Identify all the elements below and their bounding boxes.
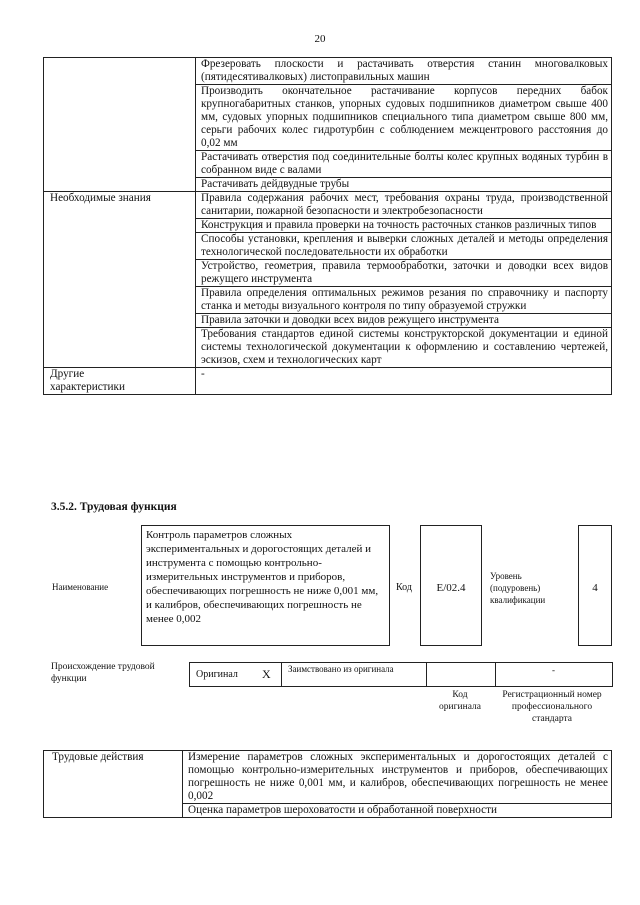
row-text: Производить окончательное растачивание корпусов передних бабок крупногабаритных станков, упорных судовых подшипников диаметром свыше 400 мм, судовых упорных подшипников специального типа диаметром свыше 800 мм, серьги рабочих колес гидротурбин с соблюдением межцентрового расстояния до 0,02 мм	[196, 85, 612, 151]
reg-number-cell	[496, 663, 612, 686]
row-text: Фрезеровать плоскости и растачивать отверстия станин многовалковых (пятидесятивалковых) листоправильных машин	[196, 58, 612, 85]
origin-code-label: Код оригинала	[439, 690, 481, 712]
row-label-cell	[44, 192, 196, 368]
row-text: Правила определения оптимальных режимов резания по справочнику и паспорту станка и методы визуального контроля по типу образуемой стружки	[196, 287, 612, 314]
page-number: 20	[314, 33, 326, 45]
labor-action-text: Оценка параметров шероховатости и обработанной поверхности	[183, 804, 612, 818]
row-text: Растачивать дейдвудные трубы	[196, 178, 612, 192]
row-text: Способы установки, крепления и выверки сложных деталей и методы определения технологической последовательности их обработки	[196, 233, 612, 260]
row-text: Правила заточки и доводки всех видов режущего инструмента	[196, 314, 612, 328]
row-text: -	[196, 368, 612, 395]
origin-code-cell	[427, 663, 496, 686]
row-text: Конструкция и правила проверки на точность расточных станков различных типов	[196, 219, 612, 233]
borrowed-label: Заимствовано из оригинала	[282, 663, 427, 686]
function-name-value: Контроль параметров сложных экспериментальных и дорогостоящих деталей и инструмента с помощью контрольно-измерительных инструментов и приборов, обеспечивающих погрешность не ниже 0,001 мм, и калибров, обеспечивающих погрешность не менее 0,002	[141, 525, 390, 646]
row-label-cell	[44, 58, 196, 192]
row-label: Другие	[50, 368, 85, 380]
reg-dash: -	[552, 665, 555, 675]
code-label: Код	[396, 582, 412, 593]
original-mark: X	[262, 667, 271, 681]
original-label: Оригинал	[196, 669, 238, 680]
row-text: Устройство, геометрия, правила термообработки, заточки и доводки всех видов режущего инструмента	[196, 260, 612, 287]
labor-action-text: Измерение параметров сложных экспериментальных и дорогостоящих деталей с помощью контрольно-измерительных инструментов и приборов, обеспечивающих погрешность не ниже 0,001 мм, и калибров, обеспечивающих погрешность не менее 0,002	[183, 751, 612, 804]
reg-number-label: Регистрационный номер профессионального стандарта	[502, 690, 602, 724]
code-value: E/02.4	[420, 525, 482, 646]
row-text: Правила содержания рабочих мест, требования охраны труда, производственной санитарии, пожарной безопасности и электробезопасности	[196, 192, 612, 219]
level-value: 4	[578, 525, 612, 646]
requirements-table	[43, 57, 612, 395]
row-text: Растачивать отверстия под соединительные болты колес крупных водяных турбин в собранном виде с валами	[196, 151, 612, 178]
section-title: 3.5.2. Трудовая функция	[51, 501, 177, 513]
level-label: Уровень (подуровень) квалификации	[490, 571, 546, 605]
origin-label: Происхождение трудовой функции	[51, 662, 155, 684]
row-label: Необходимые знания	[50, 192, 151, 204]
table-row	[44, 368, 612, 395]
table-row	[44, 58, 612, 85]
labor-actions-table	[43, 750, 612, 818]
origin-row	[189, 662, 613, 687]
row-label: характеристики	[50, 381, 125, 393]
original-cell	[190, 663, 282, 686]
table-row	[44, 751, 612, 804]
table-row	[44, 192, 612, 219]
row-label-cell	[44, 368, 196, 395]
labor-actions-label: Трудовые действия	[44, 751, 183, 818]
row-text: Требования стандартов единой системы конструкторской документации и единой системы технологической документации к оформлению и составлению чертежей, эскизов, схем и технологических карт	[196, 328, 612, 368]
name-label: Наименование	[52, 582, 109, 592]
